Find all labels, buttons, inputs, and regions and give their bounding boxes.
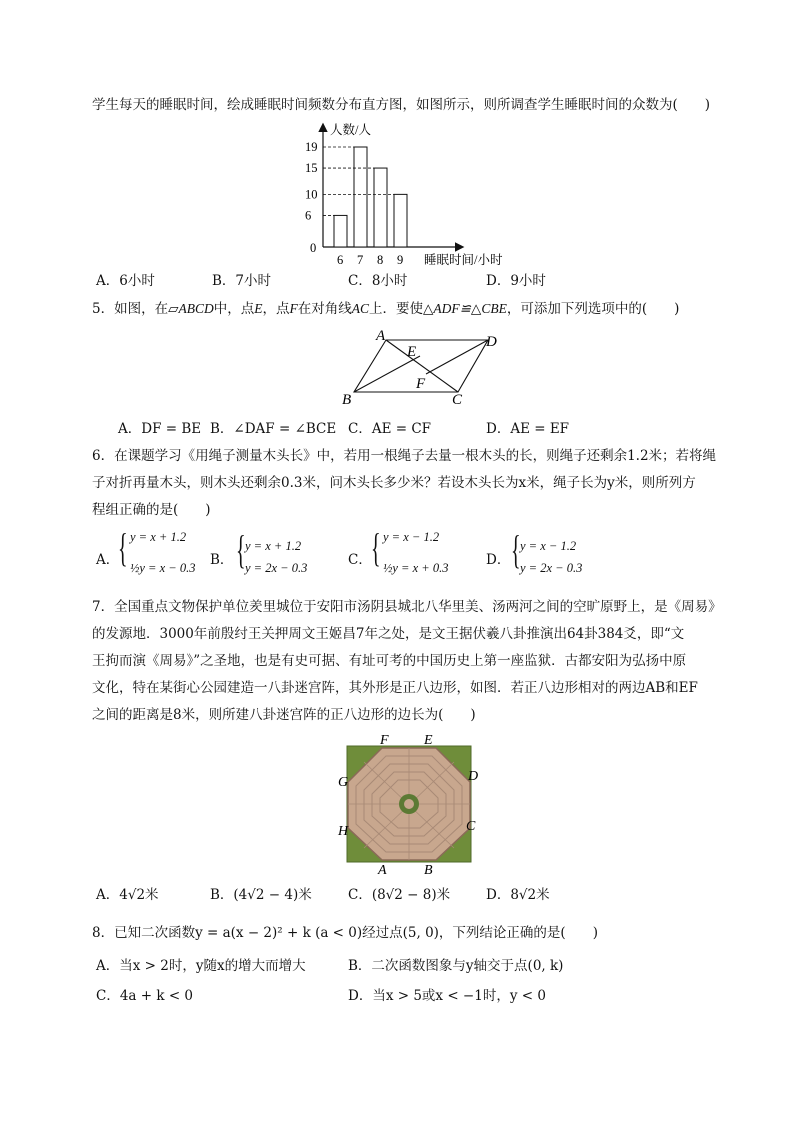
- x-tick-label: 6: [337, 253, 344, 267]
- label-c: C: [466, 819, 476, 834]
- q6-line2: 子对折再量木头，则木头还剩余0.3米，问木头长多少米？若设木头长为x米，绳子长为y米，则所列方: [92, 475, 696, 491]
- q6-d-eq2: y = 2x − 0.3: [520, 561, 583, 575]
- q5-stem: 5．如图，在▱ABCD中，点E，点F在对角线AC上．要使△ADF≌△CBE，可添加下列选项中的( ): [92, 301, 680, 317]
- q8-option-b[interactable]: B．二次函数图象与y轴交于点(0, k): [348, 958, 564, 974]
- x-tick-label: 9: [397, 253, 404, 267]
- label-a: A: [378, 863, 387, 878]
- q5-option-a[interactable]: A．DF = BE: [118, 421, 202, 437]
- q4-option-b[interactable]: B．7小时: [212, 273, 272, 289]
- x-axis-label: 睡眠时间/小时: [424, 253, 503, 267]
- parallelogram-figure: [336, 326, 516, 410]
- y-tick-label: 10: [305, 187, 318, 202]
- y-tick-label: 15: [305, 161, 318, 176]
- label-b: B: [342, 392, 352, 408]
- bar: [394, 194, 407, 247]
- q7-option-b[interactable]: B．(4√2 − 4)米: [210, 887, 312, 903]
- q6-option-c-letter: C．: [348, 552, 372, 568]
- q6-c-eq1: y = x − 1.2: [383, 530, 440, 544]
- q7-line2: 的发源地．3000年前殷纣王关押周文王姬昌7年之处，是文王据伏羲八卦推演出64卦384爻，即“文: [92, 626, 685, 642]
- label-h: H: [338, 824, 349, 839]
- q8-option-d[interactable]: D．当x > 5或x < −1时，y < 0: [348, 988, 546, 1004]
- q7-line3: 王拘而演《周易》”之圣地，也是有史可据、有址可考的中国历史上第一座监狱．古都安阳为弘扬中原: [92, 653, 687, 669]
- q6-line1: 6．在课题学习《用绳子测量木头长》中，若用一根绳子去量一根木头的长，则绳子还剩余1.2米；若将绳: [92, 448, 717, 464]
- brace-icon: {: [371, 525, 381, 570]
- label-f: F: [380, 733, 389, 748]
- q6-b-eq1: y = x + 1.2: [245, 539, 302, 553]
- q8-option-a[interactable]: A．当x > 2时，y随x的增大而增大: [96, 958, 306, 974]
- brace-icon: {: [118, 525, 128, 570]
- bar: [354, 147, 367, 247]
- q7-option-d[interactable]: D．8√2米: [486, 887, 550, 903]
- y-tick-label: 19: [305, 140, 318, 154]
- q6-a-eq1: y = x + 1.2: [130, 530, 187, 544]
- label-d: D: [468, 769, 479, 784]
- label-e: E: [407, 344, 417, 360]
- x-tick-label: 8: [377, 253, 384, 267]
- label-b: B: [424, 863, 433, 878]
- q6-option-a-letter: A．: [96, 552, 120, 568]
- y-axis-label: 人数/人: [330, 123, 371, 137]
- histogram-chart: [300, 120, 530, 270]
- bar: [334, 215, 347, 247]
- y-tick-label: 6: [305, 208, 312, 223]
- q6-option-b-letter: B．: [210, 552, 234, 568]
- brace-icon: {: [236, 527, 246, 572]
- q4-option-c[interactable]: C．8小时: [348, 273, 408, 289]
- label-g: G: [338, 775, 349, 790]
- q4-option-a[interactable]: A．6小时: [96, 273, 155, 289]
- q6-b-eq2: y = 2x − 0.3: [245, 561, 308, 575]
- q5-option-d[interactable]: D．AE = EF: [486, 421, 570, 437]
- bar: [374, 168, 387, 247]
- q7-option-a[interactable]: A．4√2米: [96, 887, 159, 903]
- x-tick-label: 7: [357, 253, 364, 267]
- label-f: F: [416, 376, 426, 392]
- q6-a-eq2: ½y = x − 0.3: [130, 561, 196, 575]
- label-c: C: [452, 392, 463, 408]
- q4-stem: 学生每天的睡眠时间，绘成睡眠时间频数分布直方图，如图所示，则所调查学生睡眠时间的众数为( ): [92, 97, 711, 113]
- q5-option-c[interactable]: C．AE = CF: [348, 421, 432, 437]
- q6-c-eq2: ½y = x + 0.3: [383, 561, 449, 575]
- label-d: D: [486, 334, 497, 350]
- q6-d-eq1: y = x − 1.2: [520, 539, 577, 553]
- q6-option-d-letter: D．: [486, 552, 511, 568]
- q7-option-c[interactable]: C．(8√2 − 8)米: [348, 887, 451, 903]
- q5-option-b[interactable]: B．∠DAF = ∠BCE: [210, 421, 337, 437]
- q8-option-c[interactable]: C．4a + k < 0: [96, 988, 194, 1004]
- q4-option-d[interactable]: D．9小时: [486, 273, 546, 289]
- label-a: A: [376, 328, 386, 344]
- y-tick-label: 0: [310, 241, 317, 255]
- q8-stem: 8．已知二次函数y = a(x − 2)² + k (a < 0)经过点(5, 0)，下列结论正确的是( ): [92, 925, 598, 941]
- label-e: E: [424, 733, 433, 748]
- q7-line5: 之间的距离是8米，则所建八卦迷宫阵的正八边形的边长为( ): [92, 707, 476, 723]
- q7-line1: 7．全国重点文物保护单位羑里城位于安阳市汤阴县城北八华里美、汤两河之间的空旷原野上，是《周易》: [92, 599, 722, 615]
- brace-icon: {: [511, 527, 521, 572]
- q7-line4: 文化，特在某街心公园建造一八卦迷宫阵，其外形是正八边形，如图．若正八边形相对的两边AB和EF: [92, 680, 698, 696]
- q6-line3: 程组正确的是( ): [92, 502, 211, 518]
- octagon-maze-figure: [334, 732, 484, 878]
